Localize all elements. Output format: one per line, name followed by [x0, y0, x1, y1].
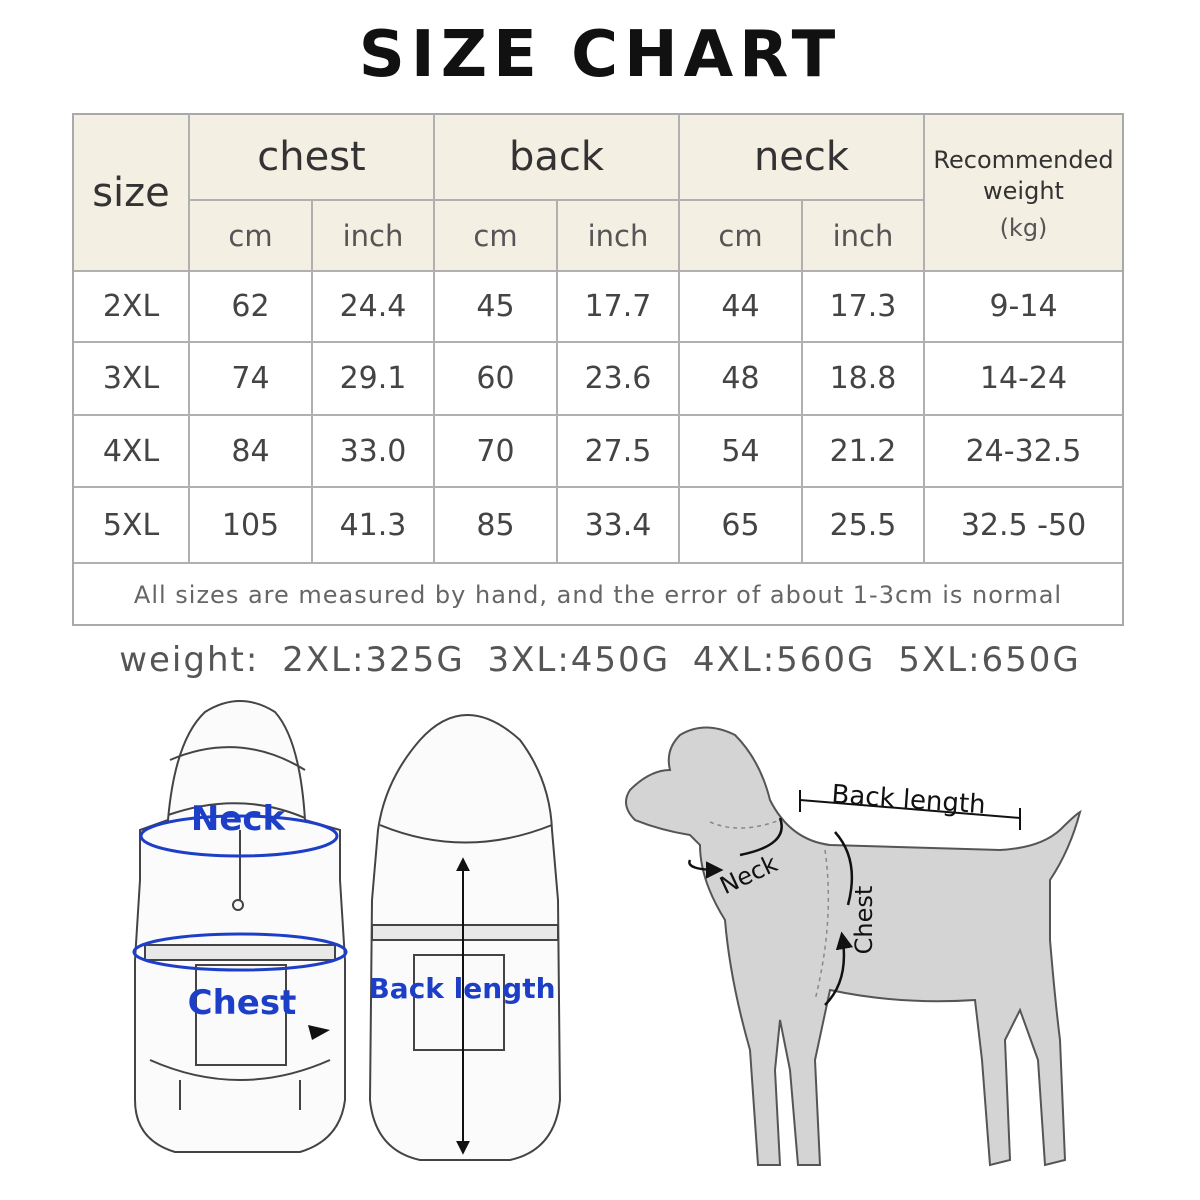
table-cell-size: 2XL: [74, 272, 190, 343]
table-cell-back-in: 17.7: [558, 272, 680, 343]
table-cell-chest-in: 41.3: [313, 488, 435, 564]
recommended-weight-label-line1: Recommended: [933, 146, 1114, 174]
table-cell-back-in: 33.4: [558, 488, 680, 564]
coat-front-drawing: [135, 701, 345, 1152]
back-length-coat-label: Back length: [368, 972, 556, 1005]
table-cell-back-cm: 45: [435, 272, 558, 343]
table-cell-weight: 24-32.5: [925, 416, 1122, 488]
table-cell-neck-cm: 48: [680, 343, 803, 416]
chest-column-header: chest: [190, 115, 435, 201]
table-cell-size: 5XL: [74, 488, 190, 564]
back-cm-header: cm: [435, 201, 558, 272]
neck-column-header: neck: [680, 115, 925, 201]
recommended-weight-header: [925, 115, 1122, 272]
recommended-weight-unit: (kg): [999, 214, 1048, 242]
measurement-note: All sizes are measured by hand, and the error of about 1-3cm is normal: [133, 581, 1063, 609]
table-cell-back-cm: 70: [435, 416, 558, 488]
table-cell-back-in: 27.5: [558, 416, 680, 488]
garment-weight-line: weight: 2XL:325G 3XL:450G 4XL:560G 5XL:650G: [119, 640, 1081, 680]
back-inch-header: inch: [558, 201, 680, 272]
table-cell-neck-in: 25.5: [803, 488, 925, 564]
chest-cm-header: cm: [190, 201, 313, 272]
table-cell-chest-cm: 62: [190, 272, 313, 343]
table-cell-size: 3XL: [74, 343, 190, 416]
table-cell-neck-in: 21.2: [803, 416, 925, 488]
table-cell-chest-in: 29.1: [313, 343, 435, 416]
table-cell-weight: 14-24: [925, 343, 1122, 416]
dog-chest-label: Chest: [850, 885, 878, 955]
front-neck-label: Neck: [190, 799, 286, 839]
measurement-illustration: [0, 690, 1200, 1200]
table-cell-neck-cm: 54: [680, 416, 803, 488]
table-cell-chest-cm: 84: [190, 416, 313, 488]
size-chart-table: [72, 113, 1124, 626]
table-cell-neck-in: 18.8: [803, 343, 925, 416]
table-cell-weight: 32.5 -50: [925, 488, 1122, 564]
table-cell-chest-cm: 105: [190, 488, 313, 564]
neck-inch-header: inch: [803, 201, 925, 272]
chest-inch-header: inch: [313, 201, 435, 272]
back-column-header: back: [435, 115, 680, 201]
table-cell-back-cm: 60: [435, 343, 558, 416]
recommended-weight-label-line2: weight: [983, 177, 1064, 205]
table-cell-neck-in: 17.3: [803, 272, 925, 343]
table-cell-chest-in: 33.0: [313, 416, 435, 488]
page-title: SIZE CHART: [358, 18, 842, 92]
table-cell-weight: 9-14: [925, 272, 1122, 343]
table-cell-back-in: 23.6: [558, 343, 680, 416]
table-cell-chest-cm: 74: [190, 343, 313, 416]
size-column-header: size: [74, 115, 190, 272]
table-cell-back-cm: 85: [435, 488, 558, 564]
coat-back-drawing: [370, 715, 560, 1160]
dog-back-length-label: Back length: [830, 779, 987, 821]
table-cell-chest-in: 24.4: [313, 272, 435, 343]
table-cell-size: 4XL: [74, 416, 190, 488]
dog-neck-label: Neck: [715, 849, 782, 901]
front-chest-label: Chest: [187, 983, 297, 1023]
neck-cm-header: cm: [680, 201, 803, 272]
table-cell-neck-cm: 44: [680, 272, 803, 343]
table-cell-neck-cm: 65: [680, 488, 803, 564]
